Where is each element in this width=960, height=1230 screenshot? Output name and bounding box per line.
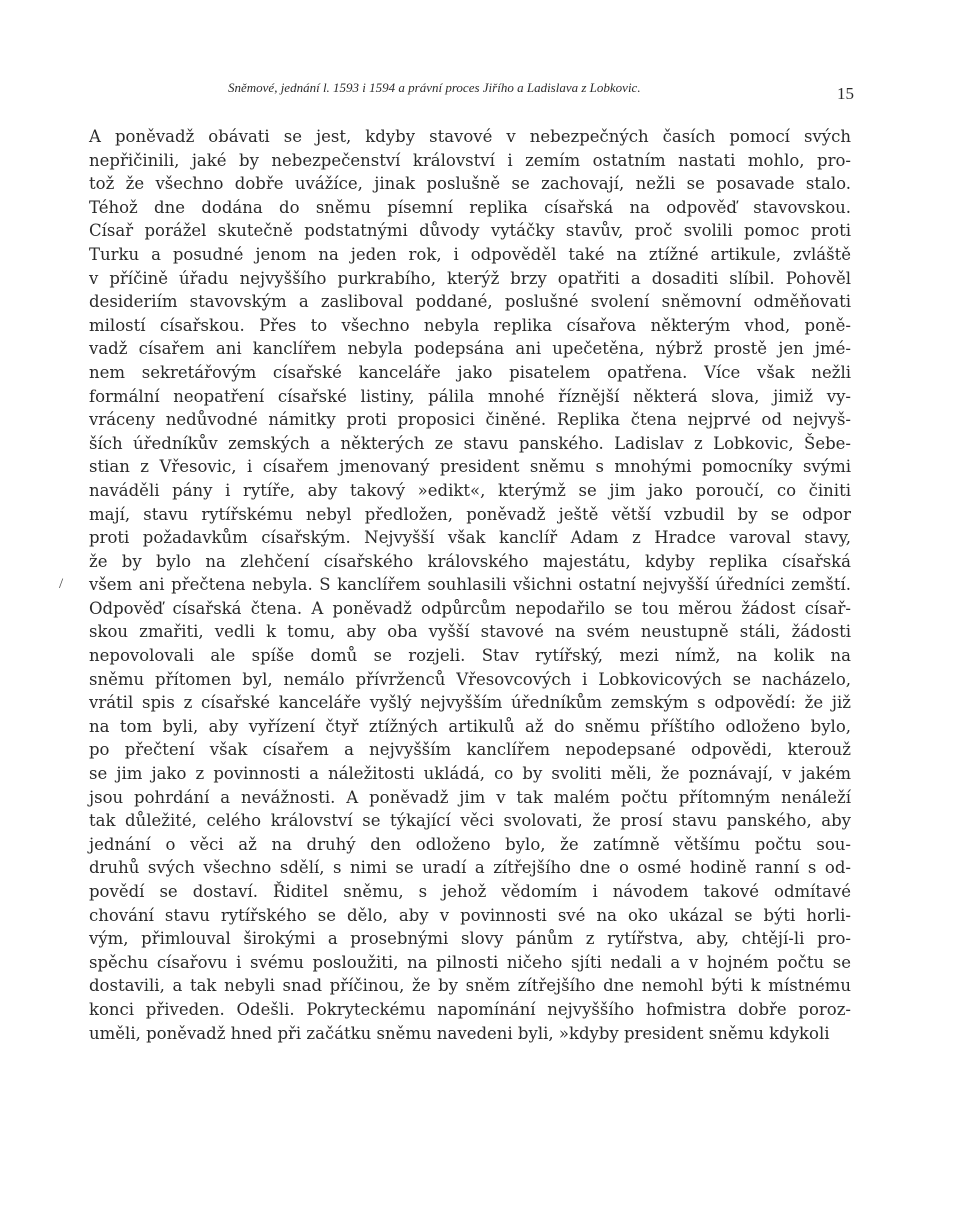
text-line: desideriím stavovským a zasliboval poddané, poslušné svolení sněmovní odměňovati <box>89 292 851 312</box>
running-head <box>228 80 860 108</box>
text-line: tož že všechno dobře uvážíce, jinak poslušně se zachovají, nežli se posavade stalo. <box>89 174 851 194</box>
text-line: jsou pohrdání a nevážnosti. A poněvadž jim v tak malém počtu přítomným nenáleží <box>89 787 851 807</box>
page-number: 15 <box>837 84 854 103</box>
text-line: po přečtení však císařem a nejvyšším kanclířem nepodepsané odpovědi, kterouž <box>89 740 851 760</box>
text-line: se jim jako z povinnosti a náležitosti ukládá, co by svoliti měli, že poznávají, v jakém <box>89 764 851 784</box>
text-line: skou zmařiti, vedli k tomu, aby oba vyšší stavové na svém neustupně stáli, žádosti <box>89 622 851 642</box>
text-line: na tom byli, aby vyřízení čtyř ztížných artikulů až do sněmu příštího odloženo bylo, <box>89 716 851 736</box>
text-line: proti požadavkům císařským. Nejvyšší však kanclíř Adam z Hradce varoval stavy, <box>89 528 851 548</box>
text-line: povědí se dostaví. Řiditel sněmu, s jehož vědomím i návodem takové odmítavé <box>89 882 851 901</box>
text-line: jednání o věci až na druhý den odloženo bylo, že zatímně většímu počtu sou- <box>89 834 851 854</box>
text-line: Odpověď císařská čtena. A poněvadž odpůrcům nepodařilo se tou měrou žádost císař- <box>89 598 851 618</box>
text-line: naváděli pány i rytíře, aby takový »edikt«, kterýmž se jim jako poroučí, co činiti <box>89 480 851 500</box>
text-line: Turku a posudné jenom na jeden rok, i odpověděl také na ztížné artikule, zvláště <box>89 244 851 264</box>
text-line: stian z Vřesovic, i císařem jmenovaný president sněmu s mnohými pomocníky svými <box>89 457 851 477</box>
text-line: sněmu přítomen byl, nemálo přívrženců Vřesovcových i Lobkovicových se nacházelo, <box>89 669 851 689</box>
text-line: všem ani přečtena nebyla. S kanclířem souhlasili všichni ostatní nejvyšší úředníci zemští. <box>89 575 851 595</box>
text-line: tak důležité, celého království se týkající věci svolovati, že prosí stavu panského, aby <box>89 811 851 831</box>
text-line: konci přiveden. Odešli. Pokryteckému napomínání nejvyššího hofmistra dobře poroz- <box>89 999 851 1019</box>
text-line: nem sekretářovým císařské kanceláře jako pisatelem opatřena. Více však nežli <box>89 362 851 382</box>
body-text <box>89 125 851 1045</box>
text-line: mají, stavu rytířskému nebyl předložen, poněvadž ještě větší vzbudil by se odpor <box>89 504 851 524</box>
text-line: formální neopatření císařské listiny, pálila mnohé říznější některá slova, jimiž vy- <box>89 386 851 406</box>
text-line: vým, přimlouval širokými a prosebnými slovy pánům z rytířstva, aby, chtějí-li pro- <box>89 929 851 949</box>
margin-mark: / <box>59 576 64 592</box>
text-line: uměli, poněvadž hned při začátku sněmu navedeni byli, »kdyby president sněmu kdykoli <box>89 1023 830 1043</box>
text-line: ších úředníkův zemských a některých ze stavu panského. Ladislav z Lobkovic, Šebe- <box>89 433 851 453</box>
text-line: A poněvadž obávati se jest, kdyby stavové v nebezpečných časích pomocí svých <box>89 127 851 146</box>
text-line: spěchu císařovu i svému posloužiti, na pilnosti ničeho sjíti nedali a v hojném počtu se <box>89 952 851 972</box>
text-line: vrátil spis z císařské kanceláře vyšlý nejvyšším úředníkům zemským s odpovědí: že již <box>89 693 851 713</box>
text-line: chování stavu rytířského se dělo, aby v povinnosti své na oko ukázal se býti horli- <box>89 905 851 925</box>
text-line: Císař porážel skutečně podstatnými důvody vytáčky stavův, proč svolili pomoc proti <box>89 221 851 241</box>
text-line: Téhož dne dodána do sněmu písemní replika císařská na odpověď stavovskou. <box>89 197 851 217</box>
text-line: vadž císařem ani kanclířem nebyla podepsána ani upečetěna, nýbrž prostě jen jmé- <box>89 339 851 359</box>
text-line: milostí císařskou. Přes to všechno nebyla replika císařova některým vhod, poně- <box>89 315 851 335</box>
text-line: nepovolovali ale spíše domů se rozjeli. Stav rytířský, mezi nímž, na kolik na <box>89 646 851 666</box>
text-line: dostavili, a tak nebyli snad příčinou, že by sněm zítřejšího dne nemohl býti k místnému <box>89 976 851 996</box>
text-line: vráceny nedůvodné námitky proti proposici činěné. Replika čtena nejprvé od nejvyš- <box>89 410 851 430</box>
text-line: nepřičinili, jaké by nebezpečenství království i zemím ostatním nastati mohlo, pro- <box>89 150 851 170</box>
running-title: Sněmové, jednání l. 1593 i 1594 a právní proces Jiřího a Ladislava z Lobkovic. <box>228 80 641 95</box>
text-line: druhů svých všechno sdělí, s nimi se uradí a zítřejšího dne o osmé hodině ranní s od- <box>89 858 851 878</box>
text-line: v příčině úřadu nejvyššího purkrabího, kterýž brzy opatřiti a dosaditi slíbil. Pohověl <box>89 268 851 288</box>
text-line: že by bylo na zlehčení císařského královského majestátu, kdyby replika císařská <box>89 551 851 571</box>
